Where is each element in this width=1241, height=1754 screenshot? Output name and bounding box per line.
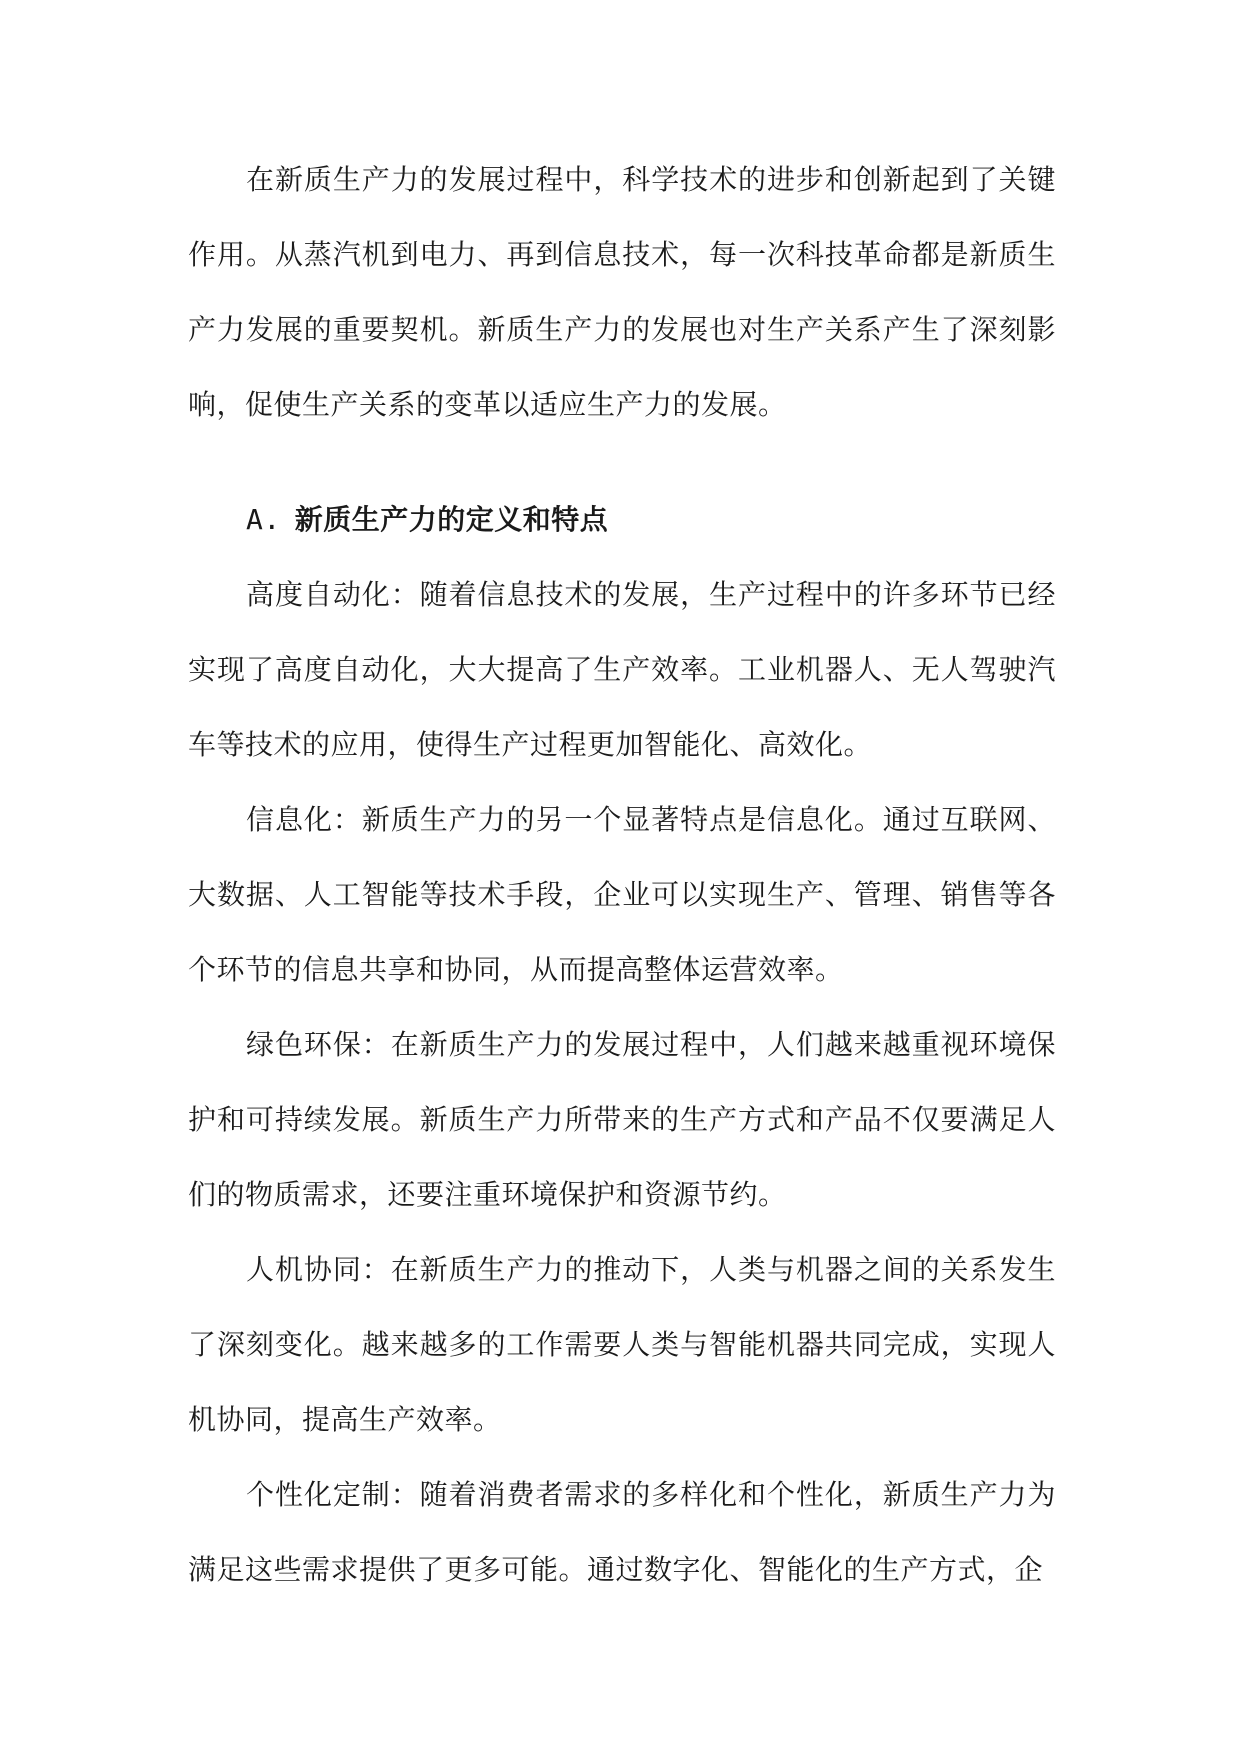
paragraph-human-machine: 人机协同：在新质生产力的推动下，人类与机器之间的关系发生了深刻变化。越来越多的工作需要人类与智能机器共同完成，实现人机协同，提高生产效率。 <box>188 1253 1056 1436</box>
paragraph-automation: 高度自动化：随着信息技术的发展，生产过程中的许多环节已经实现了高度自动化，大大提高了生产效率。工业机器人、无人驾驶汽车等技术的应用，使得生产过程更加智能化、高效化。 <box>188 578 1056 761</box>
document-body <box>188 142 1056 1607</box>
paragraph-informatization: 信息化：新质生产力的另一个显著特点是信息化。通过互联网、大数据、人工智能等技术手段，企业可以实现生产、管理、销售等各个环节的信息共享和协同，从而提高整体运营效率。 <box>188 803 1056 986</box>
section-title: 新质生产力的定义和特点 <box>294 503 609 536</box>
paragraph-customization: 个性化定制：随着消费者需求的多样化和个性化，新质生产力为满足这些需求提供了更多可能。通过数字化、智能化的生产方式，企 <box>188 1478 1056 1586</box>
paragraph-green: 绿色环保：在新质生产力的发展过程中，人们越来越重视环境保护和可持续发展。新质生产力所带来的生产方式和产品不仅要满足人们的物质需求，还要注重环境保护和资源节约。 <box>188 1028 1056 1211</box>
section-heading <box>188 482 1056 557</box>
intro-paragraph: 在新质生产力的发展过程中，科学技术的进步和创新起到了关键作用。从蒸汽机到电力、再到信息技术，每一次科技革命都是新质生产力发展的重要契机。新质生产力的发展也对生产关系产生了深刻影响，促使生产关系的变革以适应生产力的发展。 <box>188 163 1056 421</box>
section-number: A. <box>246 503 281 536</box>
